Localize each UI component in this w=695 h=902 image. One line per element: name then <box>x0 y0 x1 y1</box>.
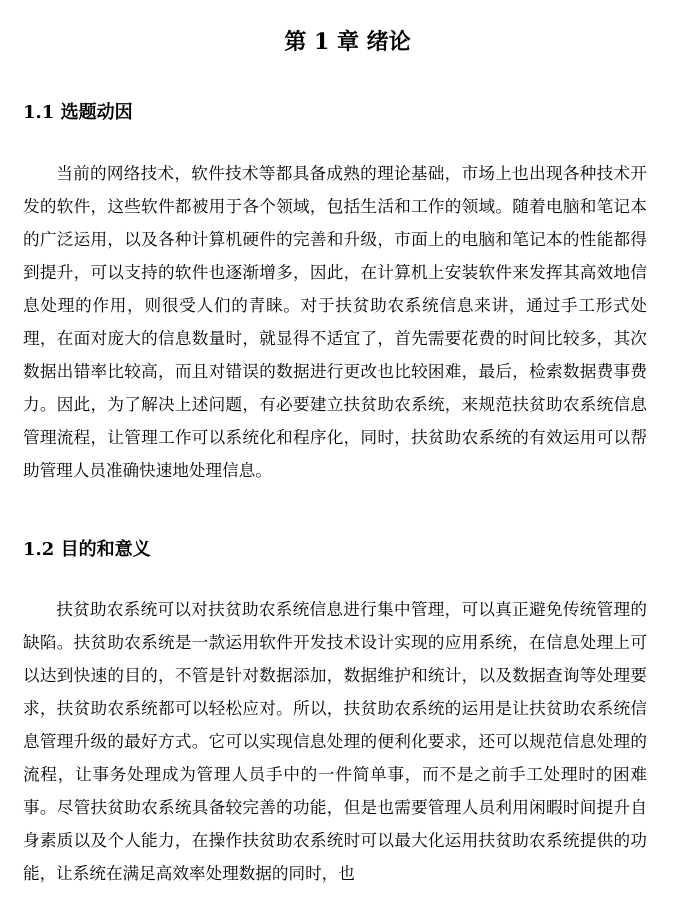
section-heading-1-1: 1.1 选题动因 <box>23 102 133 123</box>
section-1-2-paragraph: 扶贫助农系统可以对扶贫助农系统信息进行集中管理，可以真正避免传统管理的缺陷。扶贫助农系统是一款运用软件开发技术设计实现的应用系统，在信息处理上可以达到快速的目的，不管是针对数据添加，数据维护和统计，以及数据查询等处理要求，扶贫助农系统都可以轻松应对。所以，扶贫助农系统的运用是让扶贫助农系统信息管理升级的最好方式。它可以实现信息处理的便利化要求，还可以规范信息处理的流程，让事务处理成为管理人员手中的一件简单事，而不是之前手工处理时的困难事。尽管扶贫助农系统具备较完善的功能，但是也需要管理人员利用闲暇时间提升自身素质以及个人能力，在操作扶贫助农系统时可以最大化运用扶贫助农系统提供的功能，让系统在满足高效率处理数据的同时，也 <box>23 600 647 883</box>
section-heading-1-2: 1.2 目的和意义 <box>23 539 151 560</box>
chapter-title: 第 1 章 绪论 <box>284 29 411 55</box>
section-1-1-paragraph: 当前的网络技术，软件技术等都具备成熟的理论基础，市场上也出现各种技术开发的软件，这些软件都被用于各个领域，包括生活和工作的领域。随着电脑和笔记本的广泛运用，以及各种计算机硬件的完善和升级，市面上的电脑和笔记本的性能都得到提升，可以支持的软件也逐渐增多，因此，在计算机上安装软件来发挥其高效地信息处理的作用，则很受人们的青睐。对于扶贫助农系统信息来讲，通过手工形式处理，在面对庞大的信息数量时，就显得不适宜了，首先需要花费的时间比较多，其次数据出错率比较高，而且对错误的数据进行更改也比较困难，最后，检索数据费事费力。因此，为了解决上述问题，有必要建立扶贫助农系统，来规范扶贫助农系统信息管理流程，让管理工作可以系统化和程序化，同时，扶贫助农系统的有效运用可以帮助管理人员准确快速地处理信息。 <box>23 164 647 480</box>
